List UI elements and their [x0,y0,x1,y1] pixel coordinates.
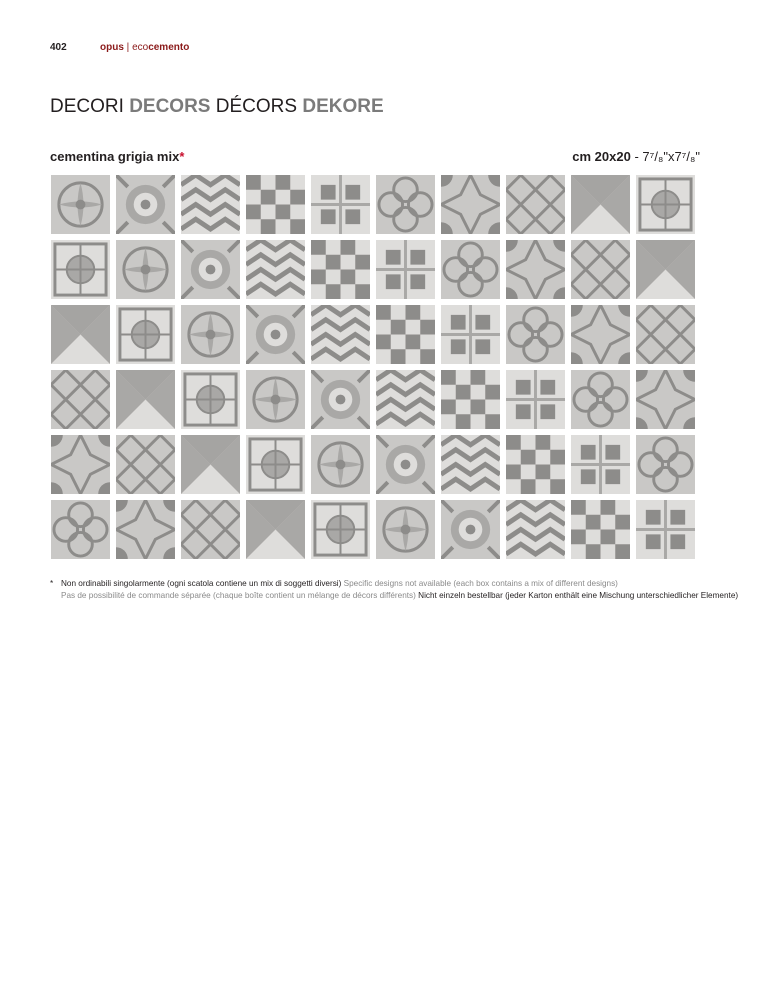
tile-image [246,240,305,299]
brand-cemento: cemento [148,42,190,53]
title-en: DECORS [129,96,211,117]
tile-image [636,435,695,494]
tile-pattern-icon [246,370,305,429]
tile-pattern-icon [51,240,110,299]
tile-image [506,500,565,559]
tile-image [441,435,500,494]
tile-pattern-icon [506,305,565,364]
page-header [50,42,190,53]
tile-image [246,500,305,559]
tile-pattern-icon [636,435,695,494]
tile-pattern-icon [506,175,565,234]
tile-image [181,435,240,494]
tile-image [181,500,240,559]
tile-image [116,500,175,559]
tile-pattern-icon [246,435,305,494]
footnote [50,578,738,602]
tile-image [571,240,630,299]
tile-pattern-icon [571,500,630,559]
brand-opus: opus [100,42,124,53]
tile-image [116,240,175,299]
tile-pattern-icon [571,175,630,234]
tile-pattern-icon [51,370,110,429]
tile-image [441,175,500,234]
tile-pattern-icon [181,370,240,429]
tile-pattern-icon [246,500,305,559]
page-number: 402 [50,42,67,53]
tile-pattern-icon [311,370,370,429]
tile-image [246,175,305,234]
tile-image [51,435,110,494]
footnote-asterisk: * [50,579,54,588]
title-fr: DÉCORS [215,96,298,117]
tile-pattern-icon [181,305,240,364]
product-name-text: cementina grigia mix [50,149,180,164]
tile-pattern-icon [311,500,370,559]
tile-pattern-icon [571,370,630,429]
tile-pattern-icon [116,305,175,364]
tile-pattern-icon [51,500,110,559]
tile-image [506,240,565,299]
tile-image [506,305,565,364]
tile-pattern-icon [441,240,500,299]
product-size [572,149,700,164]
tile-pattern-icon [246,240,305,299]
tile-pattern-icon [636,305,695,364]
tile-image [51,240,110,299]
tile-pattern-icon [246,175,305,234]
tile-pattern-icon [116,240,175,299]
tile-pattern-icon [506,240,565,299]
tile-pattern-icon [376,175,435,234]
brand-separator: | [126,42,130,53]
tile-image [311,500,370,559]
tile-pattern-icon [116,370,175,429]
tile-pattern-icon [311,240,370,299]
tile-image [181,305,240,364]
tile-pattern-icon [311,175,370,234]
footnote-it: Non ordinabili singolarmente (ogni scatola contiene un mix di soggetti diversi) [61,579,342,588]
tile-pattern-icon [506,435,565,494]
tile-image [636,500,695,559]
tile-image [246,370,305,429]
tile-image [311,240,370,299]
tile-grid [51,175,695,559]
tile-pattern-icon [571,435,630,494]
footnote-line-2 [50,590,738,602]
tile-image [181,370,240,429]
tile-image [246,435,305,494]
tile-pattern-icon [376,370,435,429]
tile-image [441,240,500,299]
tile-image [636,240,695,299]
tile-image [376,305,435,364]
tile-pattern-icon [181,175,240,234]
tile-image [376,370,435,429]
tile-image [116,305,175,364]
tile-image [376,240,435,299]
tile-image [311,175,370,234]
tile-image [571,370,630,429]
tile-pattern-icon [571,240,630,299]
tile-pattern-icon [116,435,175,494]
tile-pattern-icon [441,370,500,429]
tile-image [571,500,630,559]
footnote-line-1 [50,578,738,590]
tile-pattern-icon [636,240,695,299]
tile-pattern-icon [506,370,565,429]
tile-pattern-icon [116,500,175,559]
product-asterisk: * [179,149,185,164]
tile-image [571,175,630,234]
tile-image [51,305,110,364]
tile-pattern-icon [636,370,695,429]
tile-image [506,370,565,429]
page-title [50,96,384,118]
tile-pattern-icon [181,500,240,559]
tile-pattern-icon [441,500,500,559]
title-de: DEKORE [302,96,384,117]
tile-image [636,175,695,234]
tile-pattern-icon [181,240,240,299]
tile-pattern-icon [376,435,435,494]
tile-pattern-icon [506,500,565,559]
tile-image [506,435,565,494]
footnote-fr: Pas de possibilité de commande séparée (chaque boîte contient un mélange de décors différents) [61,591,416,600]
tile-image [376,175,435,234]
tile-pattern-icon [636,500,695,559]
tile-image [51,500,110,559]
tile-image [51,175,110,234]
tile-image [181,240,240,299]
footnote-de: Nicht einzeln bestellbar (jeder Karton enthält eine Mischung unterschiedlicher Elemente) [418,591,739,600]
tile-image [571,305,630,364]
tile-pattern-icon [571,305,630,364]
tile-image [376,435,435,494]
tile-pattern-icon [636,175,695,234]
tile-image [311,435,370,494]
tile-pattern-icon [441,175,500,234]
tile-image [571,435,630,494]
tile-pattern-icon [51,435,110,494]
tile-image [116,435,175,494]
tile-image [116,175,175,234]
tile-image [51,370,110,429]
footnote-en: Specific designs not available (each box contains a mix of different designs) [343,579,618,588]
tile-pattern-icon [441,305,500,364]
tile-pattern-icon [311,435,370,494]
tile-pattern-icon [181,435,240,494]
tile-pattern-icon [116,175,175,234]
tile-pattern-icon [311,305,370,364]
brand-eco: eco [132,42,149,53]
tile-image [246,305,305,364]
tile-image [441,370,500,429]
tile-pattern-icon [376,240,435,299]
title-it: DECORI [50,96,124,117]
tile-image [376,500,435,559]
size-imperial: - 7⁷/₈"x7⁷/₈" [634,149,700,164]
tile-image [311,305,370,364]
tile-image [441,500,500,559]
tile-pattern-icon [51,175,110,234]
tile-pattern-icon [441,435,500,494]
size-metric: cm 20x20 [572,149,631,164]
tile-pattern-icon [51,305,110,364]
tile-pattern-icon [376,305,435,364]
tile-image [181,175,240,234]
tile-pattern-icon [246,305,305,364]
tile-image [116,370,175,429]
tile-image [636,305,695,364]
tile-pattern-icon [376,500,435,559]
tile-image [636,370,695,429]
brand-line [100,42,189,53]
tile-image [506,175,565,234]
tile-image [441,305,500,364]
product-name [50,149,184,164]
tile-image [311,370,370,429]
